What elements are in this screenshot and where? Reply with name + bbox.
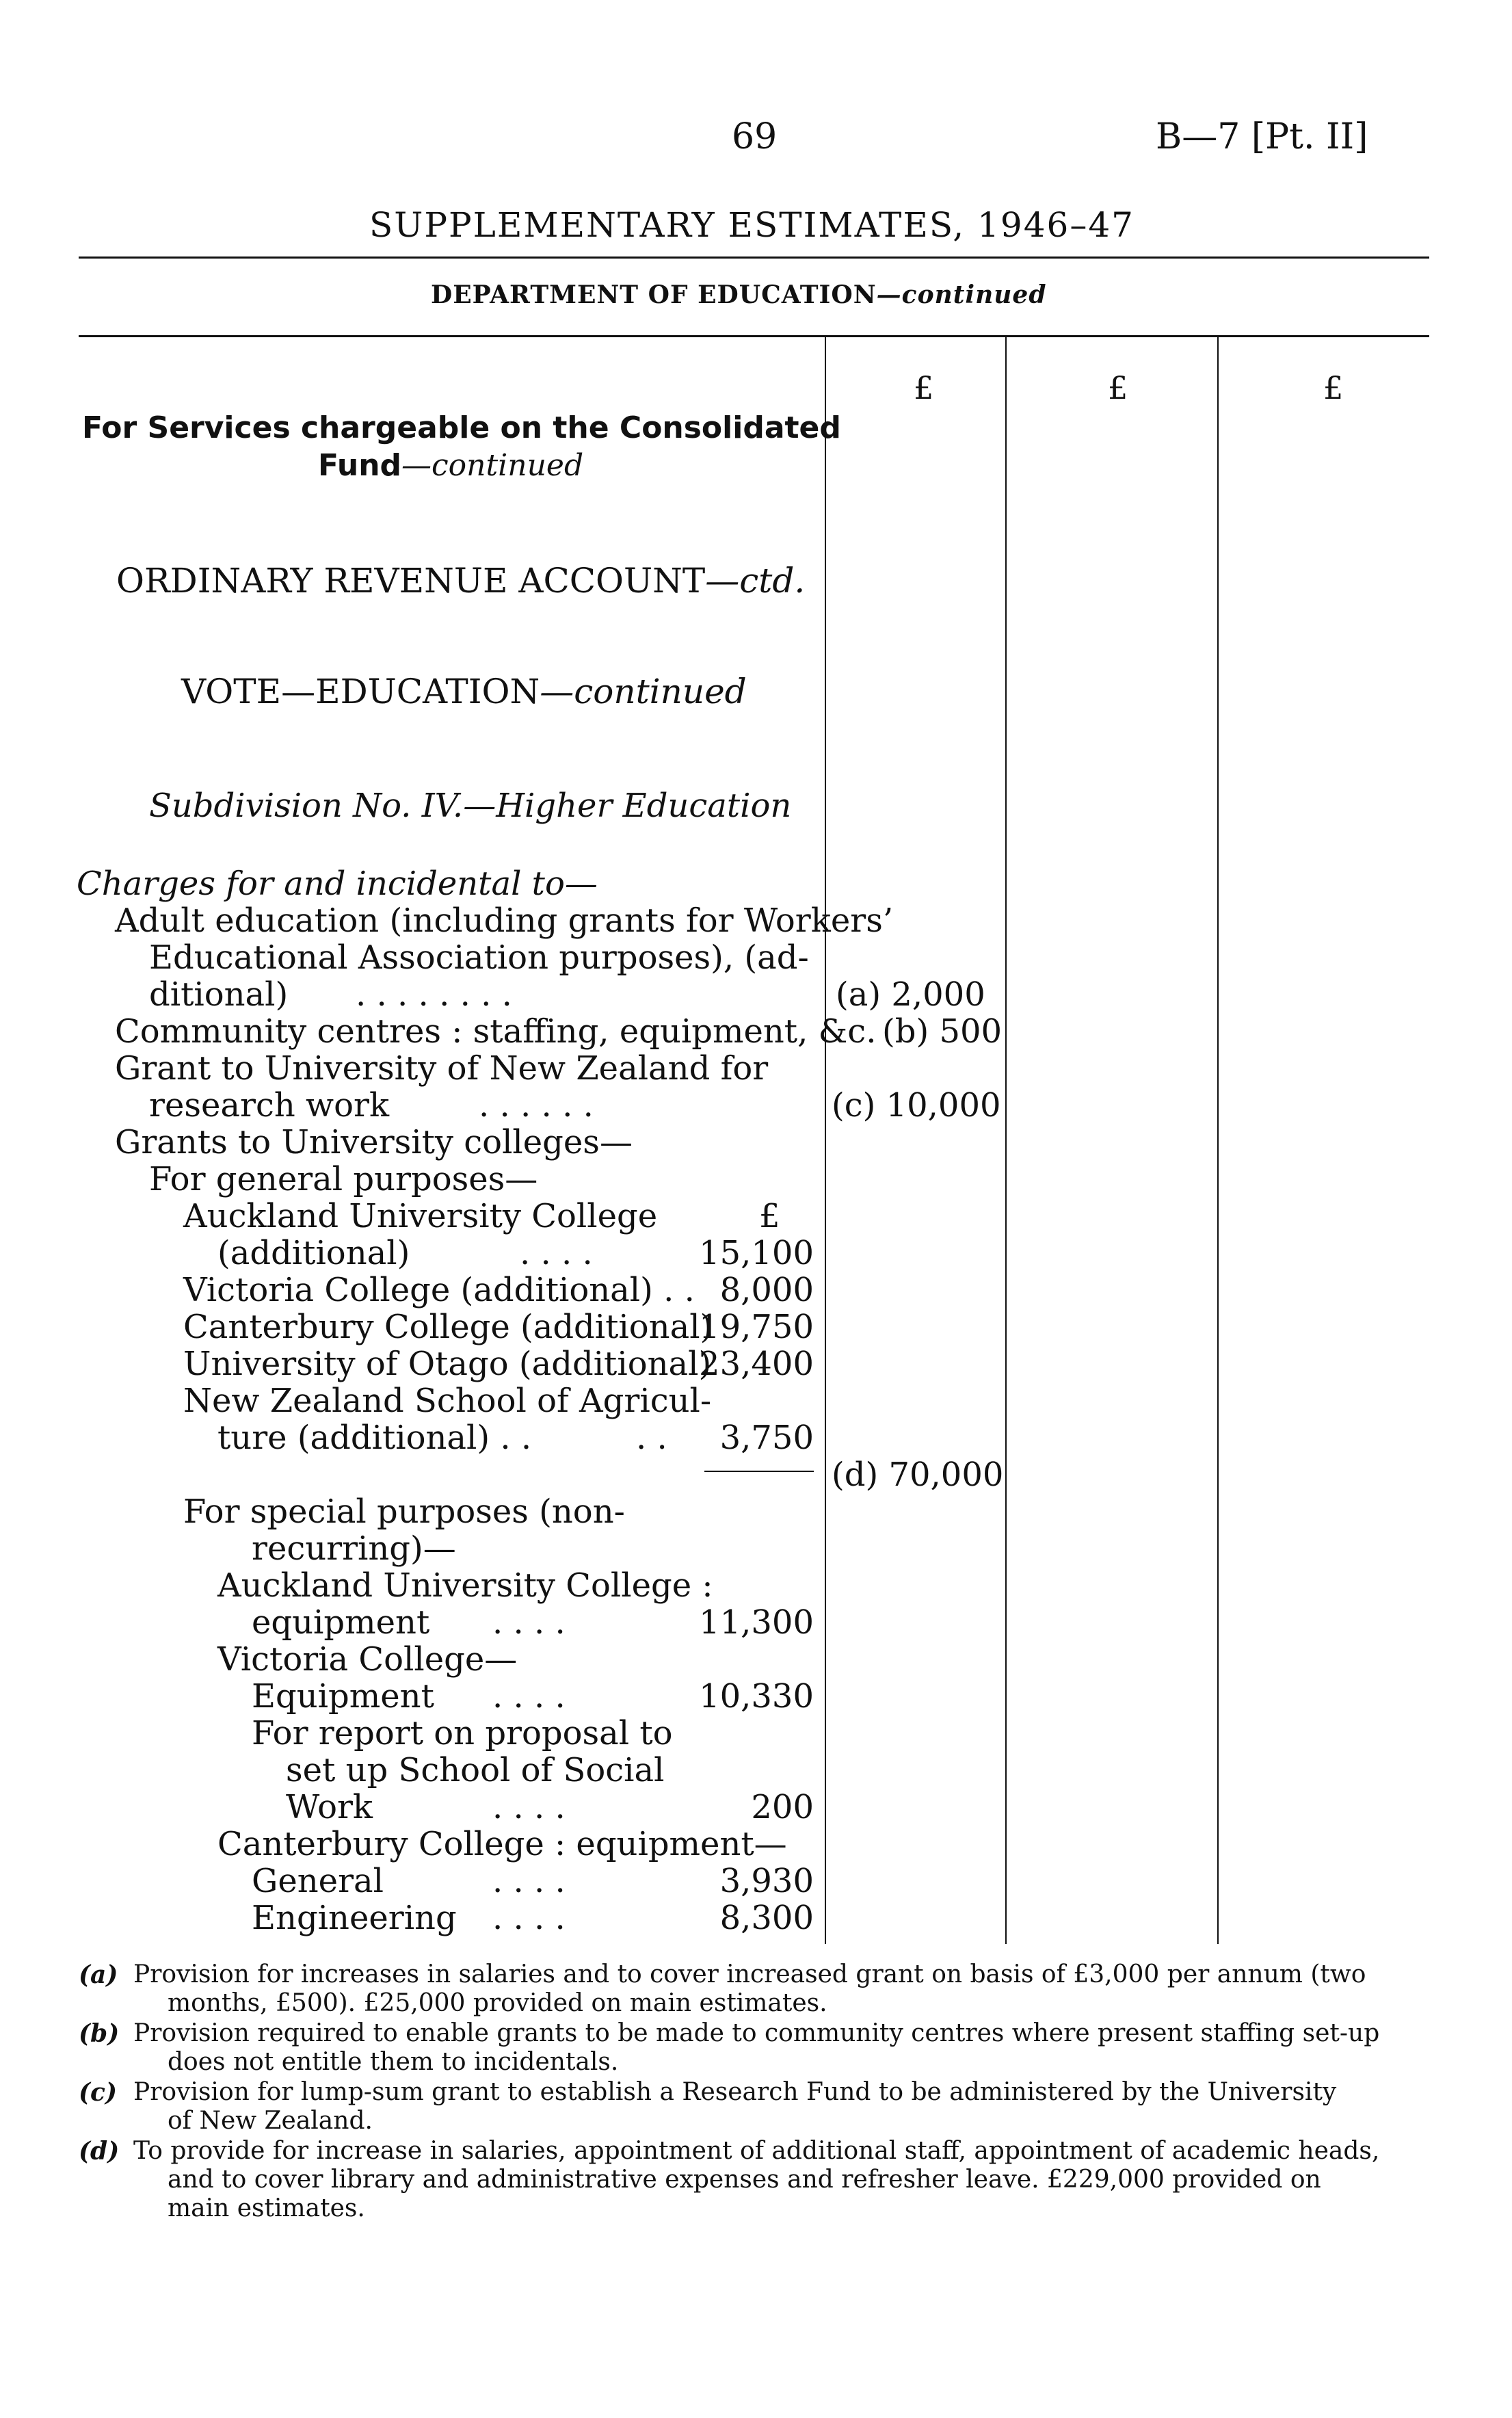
item-canterbury-general-amount: 3,930 — [719, 1862, 814, 1900]
item-victoria-equipment-amount: 10,330 — [699, 1677, 814, 1716]
column-rule-1 — [825, 335, 826, 1944]
vote-heading — [181, 672, 747, 711]
item-victoria-amount: 8,000 — [719, 1271, 814, 1309]
item-victoria-equipment: Equipment — [252, 1677, 434, 1716]
item-adult-amount: (a) 2,000 — [836, 975, 985, 1014]
item-nzsa-amount: 3,750 — [719, 1419, 814, 1457]
item-nzsa-dots: . . — [636, 1419, 667, 1457]
item-general-purposes: For general purposes— — [149, 1160, 538, 1198]
item-canterbury-general-dots: . . . . — [492, 1862, 566, 1900]
footnote-b-mark: (b) — [79, 2019, 120, 2048]
general-purposes-total: (d) 70,000 — [832, 1456, 1004, 1494]
item-auckland-dots: . . . . — [520, 1234, 593, 1272]
item-grant-amount: (c) 10,000 — [832, 1086, 1001, 1125]
document-reference: B—7 [Pt. II] — [1156, 116, 1368, 157]
vote-suffix: —continued — [540, 672, 747, 711]
footnote-c-line1: Provision for lump-sum grant to establish a Research Fund to be administered by the University — [133, 2078, 1337, 2106]
subtotal-rule — [704, 1471, 814, 1472]
footnote-d-line1: To provide for increase in salaries, appointment of additional staff, appointment of academic heads, — [133, 2137, 1380, 2165]
item-canterbury-engineering: Engineering — [252, 1899, 457, 1937]
page-title: SUPPLEMENTARY ESTIMATES, 1946–47 — [369, 205, 1135, 245]
charges-heading: Charges for and incidental to— — [77, 865, 598, 903]
item-victoria-report-line2: set up School of Social — [286, 1751, 665, 1789]
item-special-line1: For special purposes (non- — [183, 1493, 625, 1531]
item-otago: University of Otago (additional) — [183, 1345, 712, 1383]
column-rule-2 — [1005, 335, 1007, 1944]
item-auckland-special-line1: Auckland University College : — [217, 1566, 713, 1605]
item-community-amount: (b) 500 — [882, 1012, 1003, 1051]
account-heading — [116, 561, 805, 601]
footnote-d-mark: (d) — [79, 2137, 120, 2166]
item-nzsa-line1: New Zealand School of Agricul- — [183, 1382, 712, 1420]
footnote-a-line1: Provision for increases in salaries and to cover increased grant on basis of £3,000 per annum (two — [133, 1960, 1366, 1988]
services-heading-line2 — [318, 448, 583, 483]
footnote-c-mark: (c) — [79, 2078, 117, 2107]
item-canterbury-engineering-dots: . . . . — [492, 1899, 566, 1937]
item-adult-line3: ditional) — [149, 975, 289, 1014]
column-rule-3 — [1217, 335, 1219, 1944]
column-1-currency: £ — [914, 369, 934, 406]
item-auckland-line1: Auckland University College — [183, 1197, 658, 1235]
column-2-currency: £ — [1108, 369, 1128, 406]
item-colleges: Grants to University colleges— — [115, 1123, 633, 1161]
services-suffix: —continued — [401, 448, 584, 483]
item-victoria-report-line1: For report on proposal to — [252, 1714, 673, 1752]
item-victoria-report-dots: . . . . — [492, 1788, 566, 1826]
services-heading-line1: For Services chargeable on the Consolidated — [82, 410, 841, 445]
item-auckland-line2: (additional) — [217, 1234, 410, 1272]
footnote-b-line1: Provision required to enable grants to be made to community centres where present staffing set-up — [133, 2019, 1380, 2047]
item-auckland-special-amount: 11,300 — [699, 1603, 814, 1642]
department-name: DEPARTMENT OF EDUCATION — [431, 280, 877, 309]
item-victoria-special: Victoria College— — [217, 1640, 518, 1679]
department-heading — [431, 280, 1047, 309]
footnote-a-mark: (a) — [79, 1960, 118, 1989]
account-suffix: —ctd. — [705, 561, 806, 601]
footnote-c-line2: of New Zealand. — [168, 2107, 373, 2135]
item-adult-dots: . . . . . . . . — [356, 975, 512, 1014]
item-canterbury: Canterbury College (additional) — [183, 1308, 713, 1346]
footnote-a-line2: months, £500). £25,000 provided on main estimates. — [168, 1989, 827, 2017]
item-adult-line2: Educational Association purposes), (ad- — [149, 938, 809, 977]
footnote-d-line3: main estimates. — [168, 2194, 365, 2222]
sub-column-currency: £ — [759, 1197, 780, 1235]
vote-label: VOTE—EDUCATION — [181, 672, 540, 711]
subdivision-heading: Subdivision No. IV.—Higher Education — [149, 787, 792, 825]
item-grant-dots: . . . . . . — [479, 1086, 594, 1125]
item-grant-line2: research work — [149, 1086, 390, 1125]
page-number: 69 — [732, 116, 778, 157]
column-3-currency: £ — [1323, 369, 1344, 406]
item-canterbury-engineering-amount: 8,300 — [719, 1899, 814, 1937]
item-nzsa-line2: ture (additional) . . — [217, 1419, 532, 1457]
footnote-d-line2: and to cover library and administrative expenses and refresher leave. £229,000 provided on — [168, 2166, 1321, 2194]
item-victoria-report-line3: Work — [286, 1788, 373, 1826]
item-adult-line1: Adult education (including grants for Workers’ — [115, 902, 894, 940]
item-victoria: Victoria College (additional) . . — [183, 1271, 695, 1309]
item-special-line2: recurring)— — [252, 1529, 456, 1568]
item-canterbury-general: General — [252, 1862, 384, 1900]
item-auckland-special-line2: equipment — [252, 1603, 430, 1642]
footnote-b-line2: does not entitle them to incidentals. — [168, 2048, 619, 2076]
item-victoria-equipment-dots: . . . . — [492, 1677, 566, 1716]
item-otago-amount: 23,400 — [699, 1345, 814, 1383]
item-canterbury-amount: 19,750 — [699, 1308, 814, 1346]
item-victoria-report-amount: 200 — [751, 1788, 814, 1826]
title-rule — [79, 257, 1429, 259]
item-grant-line1: Grant to University of New Zealand for — [115, 1049, 769, 1088]
account-label: ORDINARY REVENUE ACCOUNT — [116, 561, 706, 601]
department-suffix: —continued — [876, 280, 1047, 309]
department-rule — [79, 335, 1429, 337]
item-auckland-special-dots: . . . . — [492, 1603, 566, 1642]
item-auckland-amount: 15,100 — [699, 1234, 814, 1272]
item-canterbury-special: Canterbury College : equipment— — [217, 1825, 787, 1863]
item-community: Community centres : staffing, equipment, &c. — [115, 1012, 877, 1051]
services-fund: Fund — [318, 448, 402, 483]
